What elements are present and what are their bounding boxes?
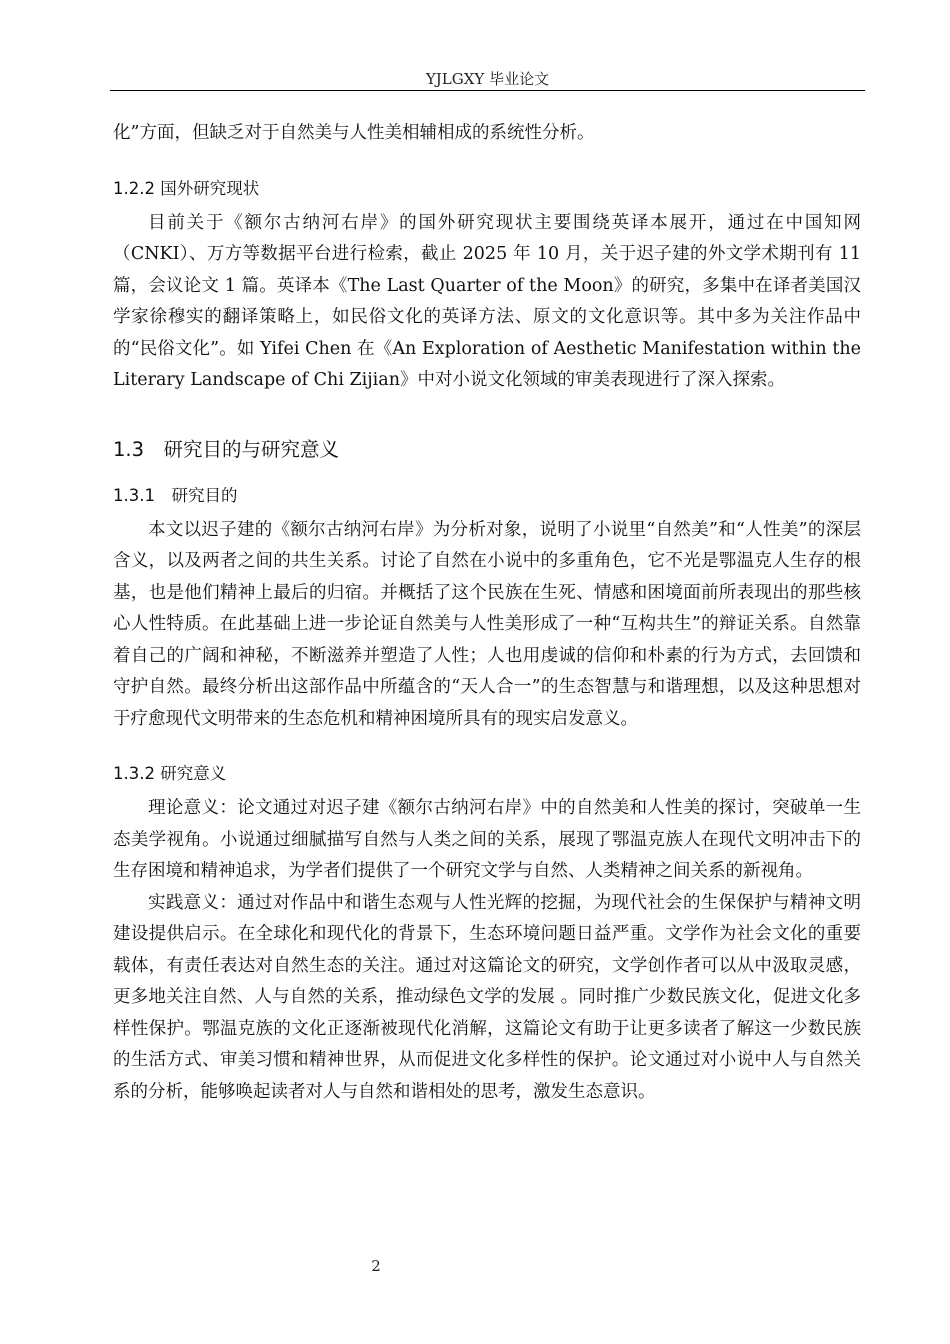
paragraph-continued: 化”方面，但缺乏对于自然美与人性美相辅相成的系统性分析。	[113, 123, 595, 143]
paragraph-theoretical-significance: 理论意义：论文通过对迟子建《额尔古纳河右岸》中的自然美和人性美的探讨，突破单一生态美学视角。小说通过细腻描写自然与人类之间的关系，展现了鄂温克族人在现代文明冲击下的生存困境和精神追求，为学者们提供了一个研究文学与自然、人类精神之间关系的新视角。	[113, 798, 861, 881]
page-header: YJLGXY 毕业论文	[425, 70, 550, 88]
paragraph-practical-significance: 实践意义：通过对作品中和谐生态观与人性光辉的挖掘，为现代社会的生保保护与精神文明建设提供启示。在全球化和现代化的背景下，生态环境问题日益严重。文学作为社会文化的重要载体，有责任表达对自然生态的关注。通过对这篇论文的研究，文学创作者可以从中汲取灵感，更多地关注自然、人与自然的关系，推动绿色文学的发展 。同时推广少数民族文化，促进文化多样性保护。鄂温克族的文化正逐渐被现代化消解，这篇论文有助于让更多读者了解这一少数民族的生活方式、审美习惯和精神世界，从而促进文化多样性的保护。论文通过对小说中人与自然关系的分析，能够唤起读者对人与自然和谐相处的思考，激发生态意识。	[113, 892, 861, 1102]
document-body	[113, 118, 861, 1108]
paragraph-foreign-research: 目前关于《额尔古纳河右岸》的国外研究现状主要围绕英译本展开，通过在中国知网（CNKI）、万方等数据平台进行检索，截止 2025 年 10 月，关于迟子建的外文学术期刊有 11 篇，会议论文 1 篇。英译本《The Last Quarter of the Moon》的研究，多集中在译者美国汉学家徐穆实的翻译策略上，如民俗文化的英译方法、原文的文化意识等。其中多为关注作品中的“民俗文化”。如 Yifei Chen 在《An Exploration of Aesthetic Manifestation within the Literary Landscape of Chi Zijian》中对小说文化领域的审美表现进行了深入探索。	[113, 212, 861, 390]
paragraph-research-purpose: 本文以迟子建的《额尔古纳河右岸》为分析对象，说明了小说里“自然美”和“人性美”的深层含义，以及两者之间的共生关系。讨论了自然在小说中的多重角色，它不光是鄂温克人生存的根基，也是他们精神上最后的归宿。并概括了这个民族在生死、情感和困境面前所表现出的那些核心人性特质。在此基础上进一步论证自然美与人性美形成了一种“互构共生”的辩证关系。自然靠着自己的广阔和神秘，不断滋养并塑造了人性；人也用虔诚的信仰和朴素的行为方式，去回馈和守护自然。最终分析出这部作品中所蕴含的“天人合一”的生态智慧与和谐理想，以及这种思想对于疗愈现代文明带来的生态危机和精神困境所具有的现实启发意义。	[113, 519, 861, 729]
page-number: 2	[371, 1257, 381, 1275]
heading-1-3: 1.3 研究目的与研究意义	[113, 437, 340, 461]
header-rule	[110, 90, 865, 91]
heading-1-3-1: 1.3.1 研究目的	[113, 485, 238, 505]
heading-1-2-2: 1.2.2 国外研究现状	[113, 178, 260, 198]
heading-1-3-2: 1.3.2 研究意义	[113, 764, 227, 783]
